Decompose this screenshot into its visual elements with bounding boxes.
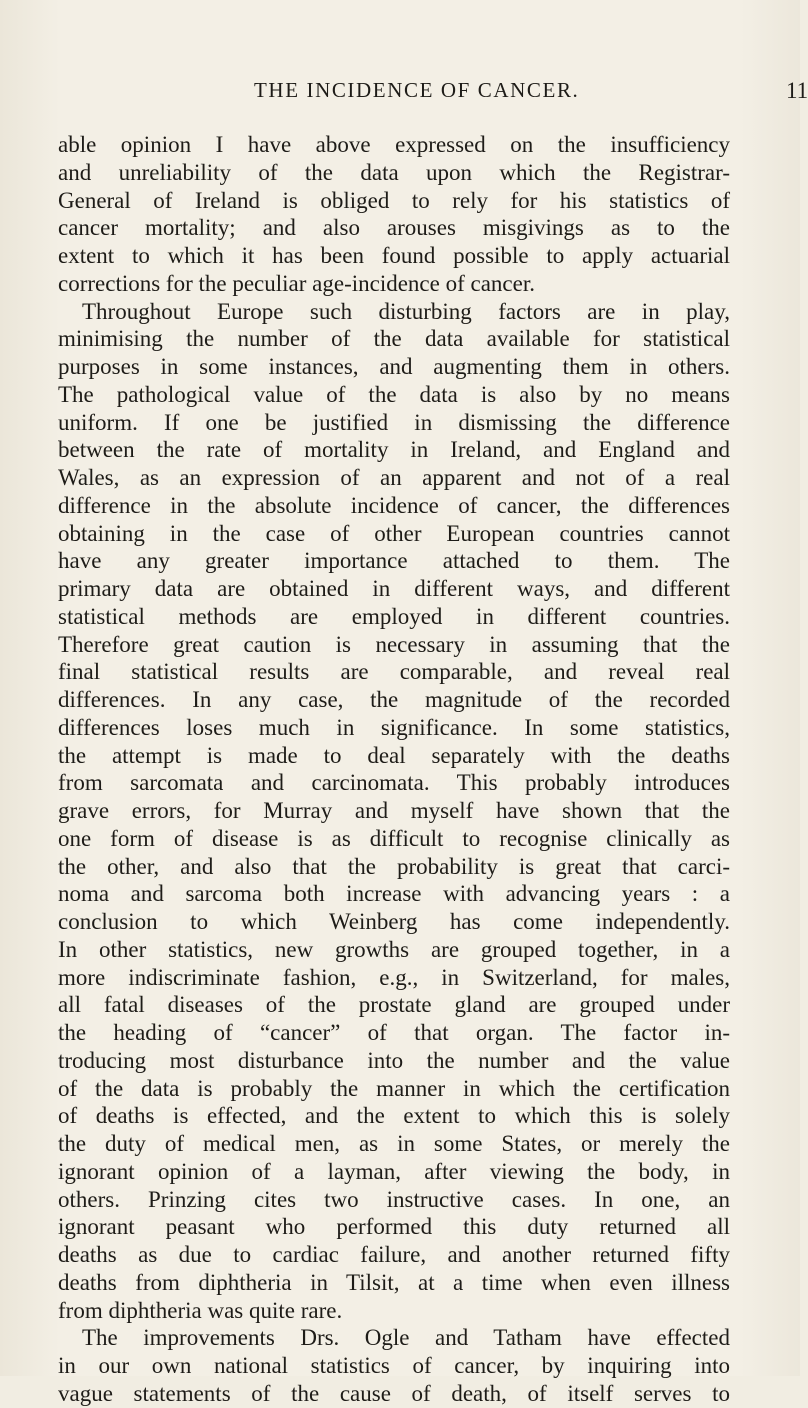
text-line: statistical methods are employed in different countries.	[58, 603, 730, 629]
text-line: the attempt is made to deal separately with the deaths	[58, 742, 730, 768]
text-line: vague statements of the cause of death, of itself serves to	[58, 1380, 730, 1406]
text-line: all fatal diseases of the prostate gland are grouped under	[58, 992, 730, 1018]
text-line: differences. In any case, the magnitude of the recorded	[58, 687, 730, 712]
text-line: final statistical results are comparable, and reveal real	[58, 659, 730, 685]
text-line: ignorant opinion of a layman, after viewing the body, in	[58, 1158, 730, 1184]
text-line: differences loses much in significance. In some statistics,	[58, 714, 730, 740]
text-line: able opinion I have above expressed on the insufficiency	[58, 132, 730, 157]
text-line: in our own national statistics of cancer, by inquiring into	[58, 1353, 730, 1378]
running-head-title: THE INCIDENCE OF CANCER.	[254, 78, 580, 102]
running-head	[254, 78, 634, 108]
text-line: deaths from diphtheria in Tilsit, at a time when even illness	[58, 1269, 730, 1295]
text-line: The improvements Drs. Ogle and Tatham have effected	[82, 1325, 730, 1351]
text-line: conclusion to which Weinberg has come independently.	[58, 909, 730, 934]
text-line: have any greater importance attached to them. The	[58, 548, 730, 574]
text-line: Throughout Europe such disturbing factors are in play,	[82, 298, 730, 324]
text-line: troducing most disturbance into the number and the value	[58, 1047, 730, 1073]
text-line: minimising the number of the data available for statistical	[58, 326, 730, 352]
page-number: 11	[786, 78, 808, 103]
text-line: primary data are obtained in different ways, and different	[58, 576, 730, 601]
text-line: of deaths is effected, and the extent to which this is solely	[58, 1103, 730, 1129]
text-line: more indiscriminate fashion, e.g., in Switzerland, for males,	[58, 964, 730, 990]
text-line: one form of disease is as difficult to recognise clinically as	[58, 825, 730, 851]
text-line: the other, and also that the probability is great that carci-	[58, 853, 730, 879]
text-line: of the data is probably the manner in which the certification	[58, 1075, 730, 1101]
text-line: from sarcomata and carcinomata. This probably introduces	[58, 770, 730, 796]
text-line: purposes in some instances, and augmenting them in others.	[58, 354, 730, 379]
text-line: deaths as due to cardiac failure, and another returned fifty	[58, 1242, 730, 1267]
text-line: uniform. If one be justified in dismissing the difference	[58, 409, 730, 435]
text-line: difference in the absolute incidence of cancer, the differences	[58, 492, 730, 518]
text-line: from diphtheria was quite rare.	[58, 1297, 343, 1323]
text-line: the heading of “cancer” of that organ. The factor in-	[58, 1020, 730, 1045]
text-line: ignorant peasant who performed this duty returned all	[58, 1214, 730, 1240]
body-text	[58, 131, 730, 1408]
text-line: obtaining in the case of other European countries cannot	[58, 520, 730, 546]
text-line: extent to which it has been found possible to apply actuarial	[58, 243, 730, 268]
text-line: Wales, as an expression of an apparent and not of a real	[58, 465, 730, 490]
text-line: Therefore great caution is necessary in assuming that the	[58, 631, 730, 657]
text-line: cancer mortality; and also arouses misgivings as to the	[58, 215, 730, 241]
text-line: corrections for the peculiar age-incidence of cancer.	[58, 270, 535, 296]
text-line: General of Ireland is obliged to rely for his statistics of	[58, 187, 730, 213]
text-line: grave errors, for Murray and myself have shown that the	[58, 798, 730, 823]
text-line: The pathological value of the data is also by no means	[58, 381, 730, 407]
text-line: between the rate of mortality in Ireland, and England and	[58, 437, 730, 463]
text-line: and unreliability of the data upon which the Registrar-	[58, 159, 730, 185]
text-line: others. Prinzing cites two instructive cases. In one, an	[58, 1186, 730, 1212]
text-line: In other statistics, new growths are grouped together, in a	[58, 936, 730, 962]
text-line: noma and sarcoma both increase with advancing years : a	[58, 881, 730, 907]
text-line: the duty of medical men, as in some States, or merely the	[58, 1131, 730, 1156]
